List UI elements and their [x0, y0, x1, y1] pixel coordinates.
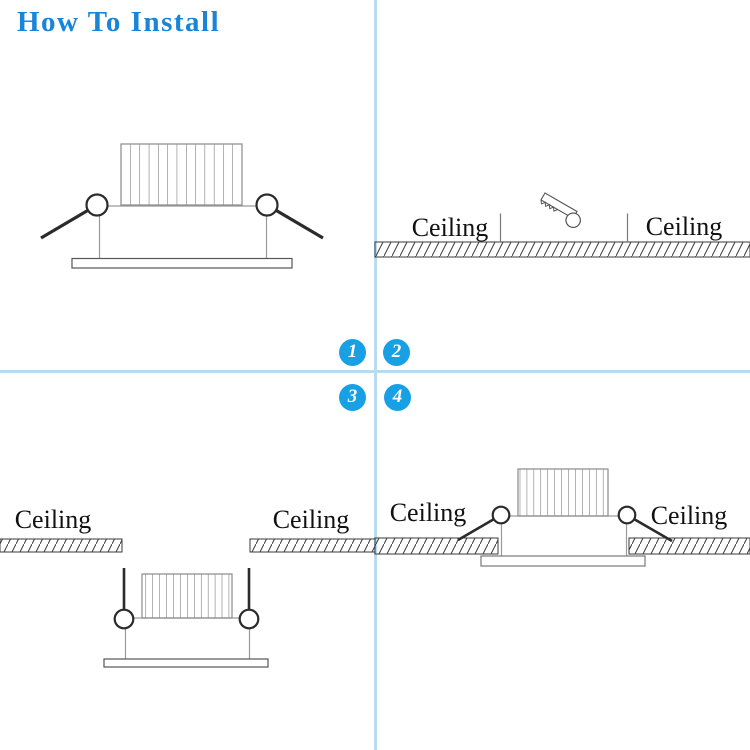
trim-plate: [72, 259, 292, 269]
ceiling-label-step2-left: Ceiling: [411, 213, 489, 242]
right-spring-clip-icon: [619, 507, 636, 524]
page-title: How To Install: [17, 6, 221, 38]
ceiling-hatch-band: [375, 242, 750, 257]
ceiling-label-step4-left: Ceiling: [389, 498, 467, 527]
step-4-badge: 4: [384, 384, 411, 411]
trim-plate: [481, 556, 645, 566]
ceiling-label-step3-right: Ceiling: [272, 505, 350, 534]
heatsink-fins-icon: [142, 574, 232, 618]
step3-insert-fixture-clips-up: [0, 539, 375, 667]
left-spring-clip-icon: [115, 610, 134, 629]
left-spring-clip-icon: [493, 507, 510, 524]
step-3-badge: 3: [339, 384, 366, 411]
right-spring-clip-icon: [240, 610, 259, 629]
ceiling-label-step2-right: Ceiling: [645, 212, 723, 241]
drywall-saw-icon: [537, 193, 584, 230]
ceiling-label-step4-right: Ceiling: [650, 501, 728, 530]
step-1-badge: 1: [339, 339, 366, 366]
ceiling-hatch-band-right: [629, 538, 750, 554]
heatsink-fins-icon: [121, 144, 242, 205]
ceiling-hatch-band-left: [0, 539, 122, 552]
trim-plate: [104, 659, 268, 667]
heatsink-fins-icon: [518, 469, 608, 516]
step1-downlight-springs-out: [41, 144, 323, 268]
step-2-badge: 2: [383, 339, 410, 366]
ceiling-hatch-band-right: [250, 539, 375, 552]
left-spring-clip-icon: [87, 195, 108, 216]
right-spring-clip-icon: [257, 195, 278, 216]
ceiling-hatch-band-left: [375, 538, 498, 554]
ceiling-label-step3-left: Ceiling: [14, 505, 92, 534]
